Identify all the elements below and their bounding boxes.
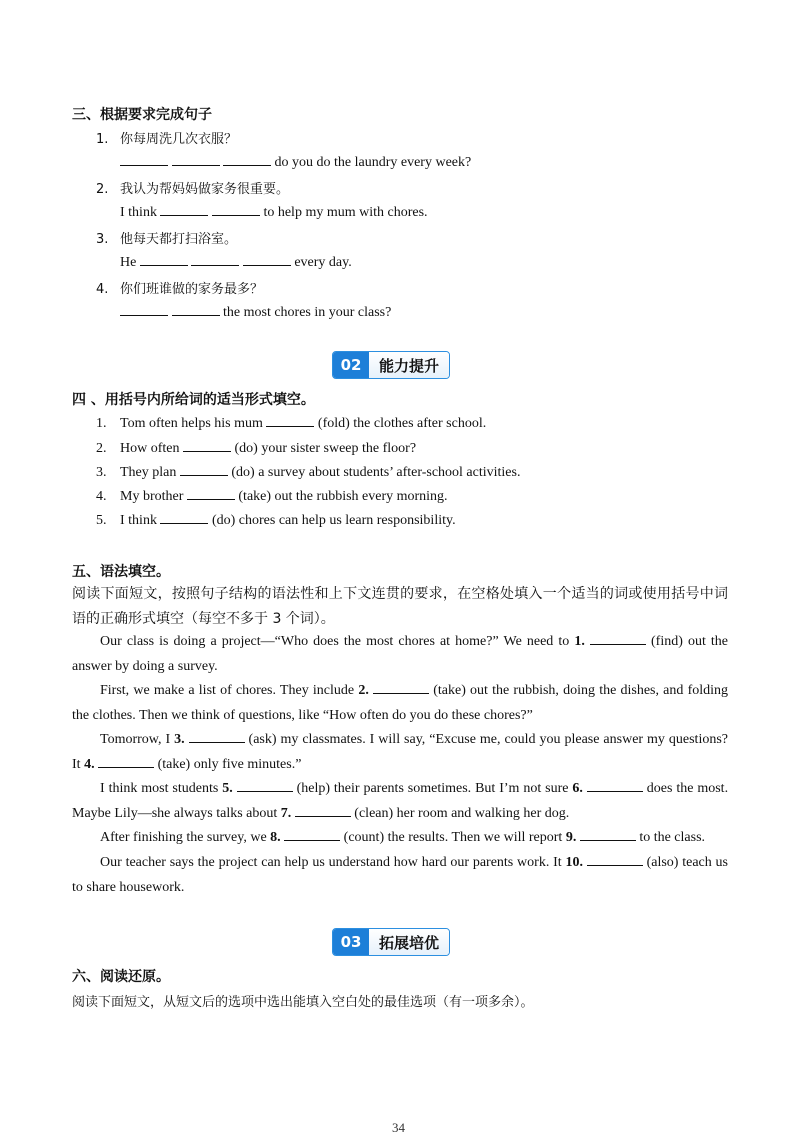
answer-blank[interactable] (191, 253, 239, 266)
section6-title: 六、阅读还原。 (72, 969, 170, 985)
sentence-end: (take) out the rubbish every morning. (238, 489, 448, 504)
answer-blank[interactable] (172, 303, 220, 316)
s4-item5 (96, 511, 456, 529)
blank-number: 1. (574, 634, 585, 649)
s3-item3-en (120, 253, 352, 271)
sentence-end: (do) a survey about students’ after-school activities. (231, 465, 521, 480)
chinese-prompt: 你们班谁做的家务最多？ (120, 282, 264, 297)
answer-blank[interactable] (160, 511, 208, 524)
text: to the class. (639, 830, 706, 845)
answer-blank[interactable] (180, 463, 228, 476)
answer-blank[interactable] (580, 828, 636, 841)
chinese-prompt: 我认为帮妈妈做家务很重要。 (120, 182, 290, 197)
text: I think most students (100, 781, 219, 796)
answer-blank[interactable] (373, 681, 429, 694)
blank-number: 3. (174, 732, 185, 747)
page-number: 34 (392, 1120, 405, 1135)
blank-number: 5. (222, 781, 233, 796)
answer-blank[interactable] (140, 253, 188, 266)
chinese-prompt: 你每周洗几次衣服？ (120, 132, 238, 147)
answer-blank[interactable] (295, 804, 351, 817)
blank-number: 8. (270, 830, 281, 845)
answer-blank[interactable] (172, 153, 220, 166)
english-sentence-start: I think (120, 205, 157, 220)
answer-blank[interactable] (212, 203, 260, 216)
section5-instruction: 阅读下面短文，按照句子结构的语法性和上下文连贯的要求，在空格处填入一个适当的词或使用括号中词语的正确形式填空（每空不多于 3 个词）。 (72, 586, 728, 627)
answer-blank[interactable] (187, 487, 235, 500)
s4-item2 (96, 439, 416, 457)
sentence-start: I think (120, 513, 157, 528)
answer-blank[interactable] (223, 153, 271, 166)
badge-title: 拓展培优 (369, 929, 449, 955)
answer-blank[interactable] (284, 828, 340, 841)
english-sentence-end: every day. (294, 255, 352, 270)
english-sentence-start: He (120, 255, 137, 270)
item-number: 2. (96, 182, 109, 197)
chinese-prompt: 他每天都打扫浴室。 (120, 232, 238, 247)
sentence-start: Tom often helps his mum (120, 416, 263, 431)
s3-item1-cn (96, 128, 237, 147)
item-number: 1. (96, 416, 107, 431)
s3-item2-en (120, 203, 428, 221)
s3-item4-en (120, 303, 391, 321)
answer-blank[interactable] (120, 153, 168, 166)
text: Our class is doing a project—“Who does the most chores at home?” We need to (100, 634, 570, 649)
item-number: 1. (96, 132, 109, 147)
s3-item2-cn (96, 178, 289, 197)
item-number: 4. (96, 489, 107, 504)
item-number: 2. (96, 441, 107, 456)
english-sentence: do you do the laundry every week? (274, 155, 472, 170)
answer-blank[interactable] (266, 414, 314, 427)
badge-number: 02 (333, 352, 369, 378)
answer-blank[interactable] (160, 203, 208, 216)
section4-title: 四 、用括号内所给词的适当形式填空。 (72, 392, 315, 408)
item-number: 3. (96, 465, 107, 480)
section-badge-02 (332, 351, 450, 379)
text: (find) out the answer by doing a survey. (72, 634, 729, 674)
answer-blank[interactable] (243, 253, 291, 266)
sentence-start: How often (120, 441, 180, 456)
badge-title: 能力提升 (369, 352, 449, 378)
s3-item1-en (120, 153, 471, 171)
section5-title: 五、语法填空。 (72, 564, 170, 580)
answer-blank[interactable] (183, 439, 231, 452)
s4-item4 (96, 487, 448, 505)
s4-item3 (96, 463, 520, 481)
blank-number: 7. (280, 805, 292, 821)
passage-paragraph-5 (72, 826, 728, 851)
s3-item4-cn (96, 278, 263, 297)
badge-number: 03 (333, 929, 369, 955)
passage-paragraph-4 (72, 777, 728, 826)
section6-instruction: 阅读下面短文，从短文后的选项中选出能填入空白处的最佳选项（有一项多余）。 (72, 995, 534, 1010)
s4-item1 (96, 414, 486, 432)
sentence-end: (do) your sister sweep the floor? (234, 441, 417, 456)
blank-number: 4. (84, 756, 95, 772)
passage-paragraph-2 (72, 679, 728, 728)
blank-number: 6. (572, 781, 583, 796)
passage-paragraph-6 (72, 851, 728, 900)
text: (count) the results. Then we will report (343, 830, 563, 845)
blank-number: 10. (565, 855, 583, 870)
text: (help) their parents sometimes. But I’m not sure (296, 781, 569, 796)
sentence-end: (fold) the clothes after school. (317, 416, 487, 431)
passage-paragraph-3 (72, 728, 728, 777)
text: (take) only five minutes.” (157, 756, 302, 772)
blank-number: 2. (358, 683, 369, 698)
answer-blank[interactable] (98, 755, 154, 768)
section-badge-03 (332, 928, 450, 956)
text: After finishing the survey, we (100, 830, 267, 845)
answer-blank[interactable] (590, 632, 646, 645)
section3-title: 三、根据要求完成句子 (72, 107, 212, 123)
english-sentence: the most chores in your class? (223, 305, 392, 320)
answer-blank[interactable] (237, 779, 293, 792)
answer-blank[interactable] (587, 779, 643, 792)
s3-item3-cn (96, 228, 237, 247)
sentence-start: My brother (120, 489, 184, 504)
blank-number: 9. (565, 830, 577, 845)
item-number: 3. (96, 232, 109, 247)
english-sentence-end: to help my mum with chores. (263, 205, 428, 220)
sentence-start: They plan (120, 465, 177, 480)
answer-blank[interactable] (587, 853, 643, 866)
sentence-end: (do) chores can help us learn responsibility. (211, 513, 456, 528)
answer-blank[interactable] (120, 303, 168, 316)
passage-paragraph-1 (72, 630, 728, 679)
answer-blank[interactable] (189, 730, 245, 743)
text: does the most. Maybe Lily—she always talks about (72, 781, 729, 821)
text: Our teacher says the project can help us understand how hard our parents work. It (100, 855, 562, 870)
text: (ask) my classmates. I will say, “Excuse me, could you please answer my questions? It (72, 732, 728, 772)
item-number: 4. (96, 282, 109, 297)
text: Tomorrow, I (100, 732, 171, 747)
text: (clean) her room and walking her dog. (354, 805, 570, 821)
text: First, we make a list of chores. They include (100, 683, 355, 698)
text: (also) teach us to share housework. (72, 855, 729, 895)
text: (take) out the rubbish, doing the dishes, and folding the clothes. Then we think of questions, like “How often do you do these chores?” (72, 683, 729, 723)
item-number: 5. (96, 513, 107, 528)
